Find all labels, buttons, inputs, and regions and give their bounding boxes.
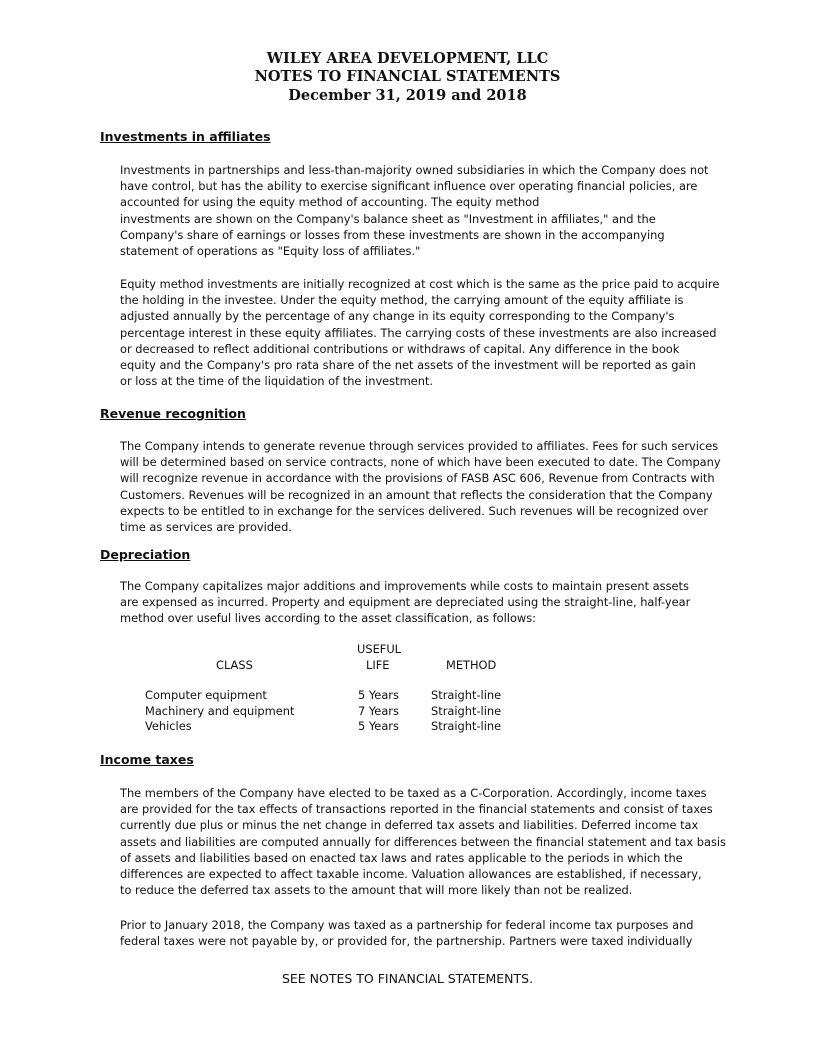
text-line: Prior to January 2018, the Company was taxed as a partnership for federal income tax purposes and (120, 918, 694, 932)
income-taxes-paragraph-1 (120, 785, 726, 898)
text-line: will be determined based on service contracts, none of which have been executed to date. The Company (120, 455, 721, 470)
text-line: federal taxes were not payable by, or provided for, the partnership. Partners were taxed individually (120, 934, 693, 949)
text-line: The members of the Company have elected to be taxed as a C-Corporation. Accordingly, income taxes (120, 786, 707, 800)
table-cell-class: Vehicles (145, 719, 192, 733)
investments-paragraph-1 (120, 162, 709, 259)
text-line: method over useful lives according to the asset classification, as follows: (120, 611, 536, 626)
text-line: are expensed as incurred. Property and equipment are depreciated using the straight-line, half-year (120, 595, 691, 610)
text-line: or loss at the time of the liquidation of the investment. (120, 374, 433, 389)
document-title: NOTES TO FINANCIAL STATEMENTS (254, 68, 561, 85)
text-line: Customers. Revenues will be recognized in an amount that reflects the consideration that the Company (120, 487, 713, 502)
statement-period: December 31, 2019 and 2018 (288, 87, 527, 104)
text-line: percentage interest in these equity affiliates. The carrying costs of these investments are also increased (120, 325, 717, 340)
section-title-depreciation: Depreciation (100, 547, 191, 562)
income-taxes-paragraph-2 (120, 917, 694, 949)
text-line: expects to be entitled to in exchange for the services delivered. Such revenues will be recognized over (120, 503, 709, 518)
text-line: Investments in partnerships and less-than-majority owned subsidiaries in which the Company does not (120, 163, 709, 177)
column-header-class: CLASS (216, 658, 253, 672)
section-title-revenue: Revenue recognition (100, 406, 246, 421)
text-line: Company's share of earnings or losses from these investments are shown in the accompanying (120, 227, 665, 242)
text-line: time as services are provided. (120, 520, 292, 535)
text-line: accounted for using the equity method of accounting. The equity method (120, 195, 540, 210)
text-line: adjusted annually by the percentage of any change in its equity corresponding to the Company's (120, 309, 675, 324)
text-line: assets and liabilities are computed annually for differences between the financial statement and tax basis (120, 834, 726, 849)
text-line: statement of operations as "Equity loss of affiliates." (120, 244, 421, 259)
text-line: currently due plus or minus the net change in deferred tax assets and liabilities. Deferred income tax (120, 818, 699, 833)
table-cell-method: Straight-line (431, 704, 502, 718)
section-title-investments: Investments in affiliates (100, 129, 271, 144)
text-line: will recognize revenue in accordance with the provisions of FASB ASC 606, Revenue from Contracts with (120, 471, 715, 486)
page-footer: SEE NOTES TO FINANCIAL STATEMENTS. (281, 971, 534, 986)
text-line: of assets and liabilities based on enacted tax laws and rates applicable to the periods in which the (120, 850, 683, 865)
text-line: are provided for the tax effects of transactions reported in the financial statements and consist of taxes (120, 802, 713, 817)
text-line: differences are expected to affect taxable income. Valuation allowances are established, if necessary, (120, 867, 702, 882)
investments-paragraph-2 (120, 276, 719, 389)
column-header-life: LIFE (366, 658, 390, 672)
text-line: The Company capitalizes major additions and improvements while costs to maintain present assets (120, 579, 689, 593)
text-line: or decreased to reflect additional contributions or withdraws of capital. Any difference in the book (120, 341, 680, 356)
company-name: WILEY AREA DEVELOPMENT, LLC (266, 50, 549, 67)
depreciation-paragraph-1 (120, 578, 690, 627)
text-line: investments are shown on the Company's balance sheet as "Investment in affiliates," and the (120, 211, 656, 226)
section-title-income-taxes: Income taxes (100, 752, 194, 767)
table-cell-class: Computer equipment (145, 688, 267, 702)
text-line: equity and the Company's pro rata share of the net assets of the investment will be reported as gain (120, 358, 696, 373)
table-cell-life: 5 Years (358, 719, 399, 733)
table-cell-life: 7 Years (358, 704, 399, 718)
table-cell-class: Machinery and equipment (145, 704, 295, 718)
text-line: to reduce the deferred tax assets to the amount that will more likely than not be realized. (120, 883, 633, 898)
text-line: the holding in the investee. Under the equity method, the carrying amount of the equity affiliate is (120, 293, 684, 308)
column-header-method: METHOD (446, 658, 497, 672)
text-line: The Company intends to generate revenue through services provided to affiliates. Fees for such services (120, 439, 719, 453)
table-cell-method: Straight-line (431, 719, 502, 733)
text-line: have control, but has the ability to exercise significant influence over operating financial policies, are (120, 179, 698, 194)
text-line: Equity method investments are initially recognized at cost which is the same as the price paid to acquire (120, 277, 720, 291)
column-header-useful: USEFUL (357, 642, 401, 656)
revenue-paragraph-1 (120, 438, 721, 535)
table-cell-life: 5 Years (358, 688, 399, 702)
table-cell-method: Straight-line (431, 688, 502, 702)
